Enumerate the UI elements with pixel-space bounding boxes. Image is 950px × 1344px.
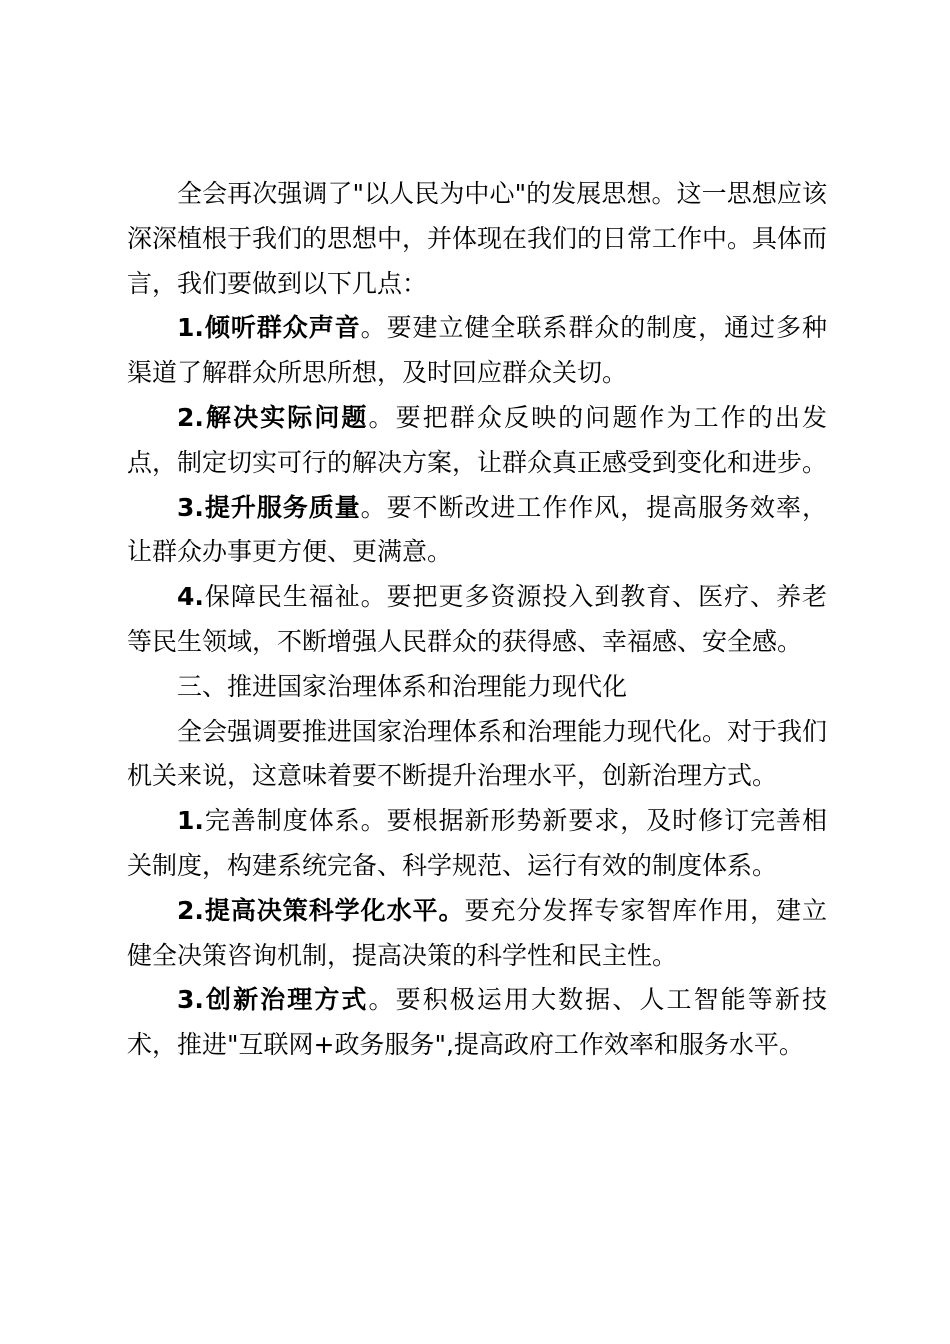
paragraph-item-innovate [127, 978, 827, 1068]
paragraph-item-solve [127, 396, 827, 486]
paragraph-text: 。要不断改进工作作风，提高服务效率，让群众办事更方便、更满意。 [127, 492, 827, 567]
paragraph-item-decision [127, 889, 827, 979]
paragraph-lead: 4. [177, 582, 204, 612]
paragraph-lead: 2.提高决策科学化水平。 [177, 895, 465, 925]
paragraph-lead: 1. [177, 806, 204, 836]
paragraph-text: 要充分发挥专家智库作用，建立健全决策咨询机制，提高决策的科学性和民主性。 [127, 895, 827, 970]
paragraph-text: 。要把群众反映的问题作为工作的出发点，制定切实可行的解决方案，让群众真正感受到变化和进步。 [127, 402, 828, 477]
paragraph-lead: 1.倾听群众声音 [177, 313, 361, 343]
paragraph-item-listen [127, 306, 827, 396]
section-heading [127, 665, 827, 710]
paragraph-lead: 2.解决实际问题 [177, 402, 369, 432]
paragraph-text: 三、推进国家治理体系和治理能力现代化 [177, 671, 628, 701]
paragraph-item-system [127, 799, 827, 889]
paragraph-lead: 3.提升服务质量 [177, 492, 361, 522]
paragraph-lead: 3.创新治理方式 [177, 985, 369, 1015]
paragraph-text: 。要建立健全联系群众的制度，通过多种渠道了解群众所思所想，及时回应群众关切。 [127, 313, 827, 388]
paragraph-text: 全会再次强调了"以人民为中心"的发展思想。这一思想应该深深植根于我们的思想中，并体现在我们的日常工作中。具体而言，我们要做到以下几点： [127, 179, 828, 298]
paragraph-text: 完善制度体系。要根据新形势新要求，及时修订完善相关制度，构建系统完备、科学规范、运行有效的制度体系。 [127, 806, 827, 880]
paragraph-text: 保障民生福祉。要把更多资源投入到教育、医疗、养老等民生领域，不断增强人民群众的获得感、幸福感、安全感。 [127, 582, 827, 656]
document-page [127, 172, 827, 1068]
paragraph-text: 。要积极运用大数据、人工智能等新技术，推进"互联网+政务服务",提高政府工作效率和服务水平。 [127, 985, 827, 1060]
paragraph-item-service [127, 486, 827, 576]
paragraph-intro [127, 172, 827, 306]
paragraph-text: 全会强调要推进国家治理体系和治理能力现代化。对于我们机关来说，这意味着要不断提升治理水平，创新治理方式。 [127, 716, 828, 791]
paragraph-governance-intro [127, 710, 827, 800]
paragraph-item-welfare [127, 575, 827, 665]
